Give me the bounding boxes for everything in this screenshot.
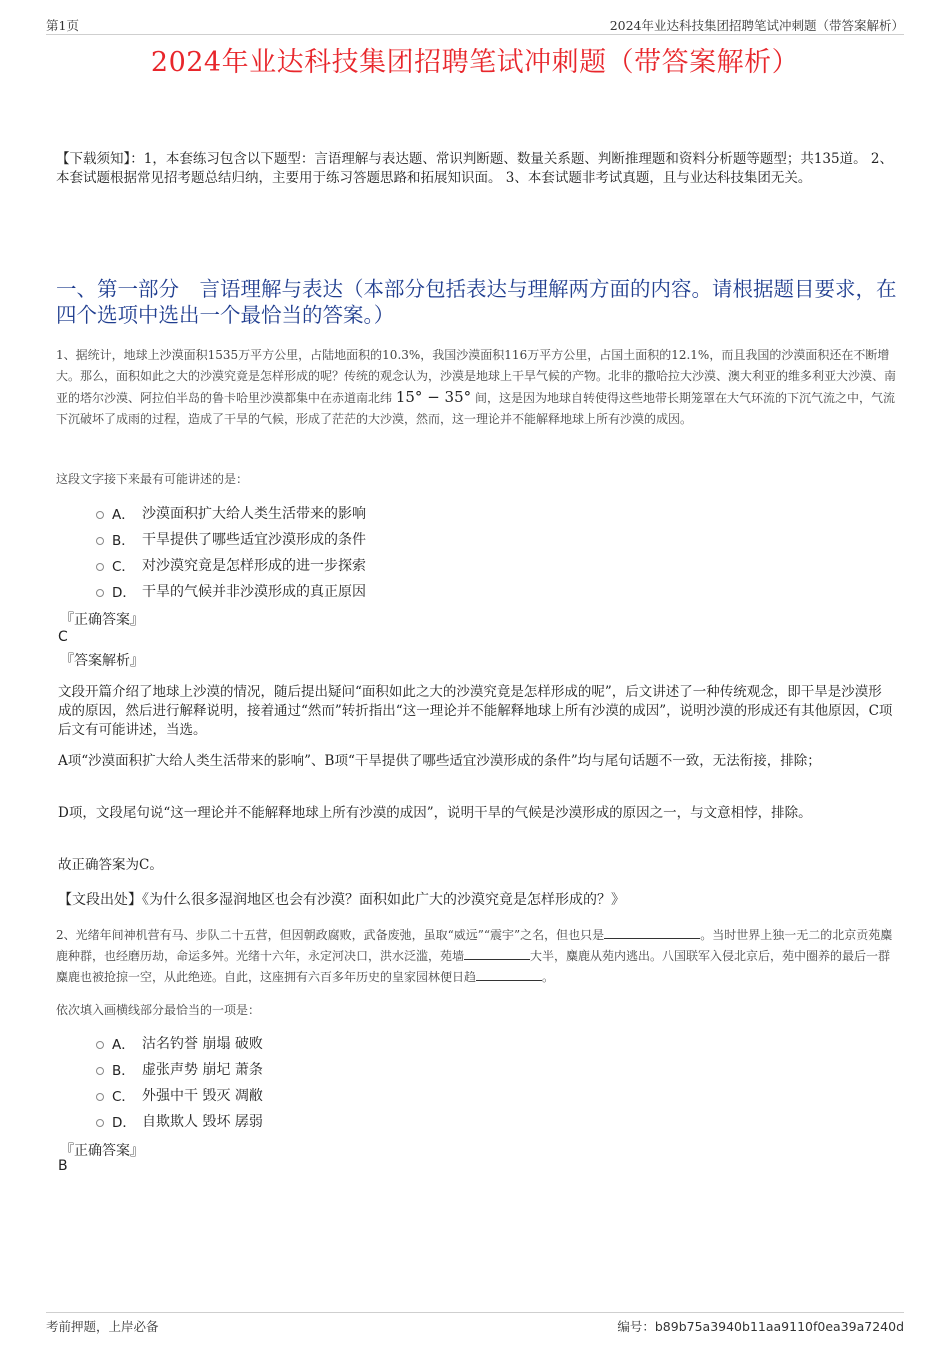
page-header: [46, 14, 904, 35]
header-doc-title: 2024年业达科技集团招聘笔试冲刺题（带答案解析）: [609, 18, 904, 33]
q1-answer-label: 『正确答案』: [60, 612, 144, 628]
radio-icon[interactable]: [96, 563, 104, 571]
option-letter: D．: [112, 1115, 136, 1131]
radio-icon[interactable]: [96, 1041, 104, 1049]
q2-text-4: 。: [542, 970, 555, 984]
footer-code: [617, 1317, 904, 1335]
option-letter: B．: [112, 533, 135, 549]
document-title: 2024年业达科技集团招聘笔试冲刺题（带答案解析）: [150, 47, 800, 78]
q2-option-b[interactable]: [96, 1056, 263, 1082]
radio-icon[interactable]: [96, 511, 104, 519]
q1-option-b[interactable]: [96, 526, 366, 552]
q1-source: 【文段出处】《为什么很多湿润地区也会有沙漠？面积如此广大的沙漠究竟是怎样形成的？》: [58, 892, 625, 908]
option-letter: A．: [112, 507, 135, 523]
section-heading: 一、第一部分 言语理解与表达（本部分包括表达与理解两方面的内容。请根据题目要求，在四个选项中选出一个最恰当的答案。）: [56, 277, 897, 327]
q2-answer-label: 『正确答案』: [60, 1143, 144, 1159]
q2-answer: B: [58, 1158, 68, 1174]
q1-analysis-label: 『答案解析』: [60, 653, 144, 669]
q1-analysis-para-3: D项，文段尾句说“这一理论并不能解释地球上所有沙漠的成因”，说明干旱的气候是沙漠形成的原因之一，与文意相悖，排除。: [58, 805, 812, 821]
question-1-options: [96, 500, 366, 604]
blank-3: [476, 968, 542, 981]
option-text: 外强中干 毁灭 凋敝: [142, 1088, 263, 1104]
option-text: 对沙漠究竟是怎样形成的进一步探索: [142, 558, 366, 574]
option-letter: A．: [112, 1037, 135, 1053]
option-letter: C．: [112, 559, 135, 575]
radio-icon[interactable]: [96, 1067, 104, 1075]
option-text: 虚张声势 崩圮 萧条: [142, 1062, 263, 1078]
blank-2: [464, 947, 530, 960]
q1-answer: C: [58, 629, 68, 645]
code-value: b89b75a3940b11aa9110f0ea39a7240d: [654, 1319, 904, 1334]
question-1-text: [56, 345, 898, 430]
q2-option-c[interactable]: [96, 1082, 263, 1108]
q2-text-2: 。当时世界上独一无二的北京贡苑麋鹿种群，也经磨历劫，命运多舛。光绪十六年，永定河决口，洪水泛滥，苑墙: [56, 928, 893, 963]
q1-option-c[interactable]: [96, 552, 366, 578]
q1-analysis-para-2: A项“沙漠面积扩大给人类生活带来的影响”、B项“干旱提供了哪些适宜沙漠形成的条件”均与尾句话题不一致，无法衔接，排除；: [58, 753, 821, 769]
q1-text-after: 间，这是因为地球自转使得这些地带长期笼罩在大气环流的下沉气流之中，气流下沉破坏了成雨的过程，造成了干旱的气候，形成了茫茫的大沙漠，然而，这一理论并不能解释地球上所有沙漠的成因。: [56, 391, 895, 426]
q1-text-before: 1、据统计，地球上沙漠面积1535万平方公里，占陆地面积的10.3%，我国沙漠面积116万平方公里，占国土面积的12.1%，而且我国的沙漠面积还在不断增大。那么，面积如此之大的沙漠究竟是怎样形成的呢？传统的观念认为，沙漠是地球上干旱气候的产物。北非的撒哈拉大沙漠、澳大利亚的维多利亚大沙漠、南亚的塔尔沙漠、阿拉伯半岛的鲁卡哈里沙漠都集中在赤道南北纬: [56, 348, 897, 405]
radio-icon[interactable]: [96, 1093, 104, 1101]
option-text: 干旱提供了哪些适宜沙漠形成的条件: [142, 532, 366, 548]
question-2-options: [96, 1030, 263, 1134]
option-letter: D．: [112, 585, 136, 601]
q1-option-a[interactable]: [96, 500, 366, 526]
q1-analysis-para-1: 文段开篇介绍了地球上沙漠的情况，随后提出疑问“面积如此之大的沙漠究竟是怎样形成的呢”，后文讲述了一种传统观念，即干旱是沙漠形成的原因，然后进行解释说明，接着通过“然而”转折指出“这一理论并不能解释地球上所有沙漠的成因”，说明沙漠的形成还有其他原因，C项后文有可能讲述，当选。: [58, 684, 893, 738]
option-text: 沙漠面积扩大给人类生活带来的影响: [142, 506, 366, 522]
option-letter: B．: [112, 1063, 135, 1079]
q2-text-1: 2、光绪年间神机营有马、步队二十五营，但因朝政腐败，武备废弛，虽取“威远”“震宇”之名，但也只是: [56, 928, 605, 942]
blank-1: [604, 926, 700, 939]
page-number: 第1页: [46, 18, 79, 33]
option-text: 干旱的气候并非沙漠形成的真正原因: [142, 584, 366, 600]
q2-option-a[interactable]: [96, 1030, 263, 1056]
radio-icon[interactable]: [96, 589, 104, 597]
question-2-text: [56, 925, 898, 988]
option-letter: C．: [112, 1089, 135, 1105]
q1-analysis-para-4: 故正确答案为C。: [58, 857, 163, 873]
q1-option-d[interactable]: [96, 578, 366, 604]
option-text: 沽名钓誉 崩塌 破败: [142, 1036, 263, 1052]
download-notice: 【下载须知】：1，本套练习包含以下题型：言语理解与表达题、常识判断题、数量关系题、判断推理题和资料分析题等题型；共135道。 2、本套试题根据常见招考题总结归纳，主要用于练习答题思路和拓展知识面。 3、本套试题非考试真题，且与业达科技集团无关。: [56, 151, 893, 186]
radio-icon[interactable]: [96, 537, 104, 545]
footer-slogan: 考前押题，上岸必备: [46, 1319, 159, 1334]
q2-option-d[interactable]: [96, 1108, 263, 1134]
radio-icon[interactable]: [96, 1119, 104, 1127]
page-footer: [46, 1312, 904, 1337]
option-text: 自欺欺人 毁坏 孱弱: [142, 1114, 263, 1130]
q2-text-3: 大半，麋鹿从苑内逃出。八国联军入侵北京后，苑中圈养的最后一群麋鹿也被抢掠一空，从此绝迹。自此，这座拥有六百多年历史的皇家园林便日趋: [56, 949, 891, 984]
latitude-range: 15° − 35°: [395, 388, 472, 406]
code-label: 编号：: [617, 1319, 655, 1334]
question-2-prompt: 依次填入画横线部分最恰当的一项是：: [56, 1003, 261, 1017]
question-1-prompt: 这段文字接下来最有可能讲述的是：: [56, 472, 249, 486]
